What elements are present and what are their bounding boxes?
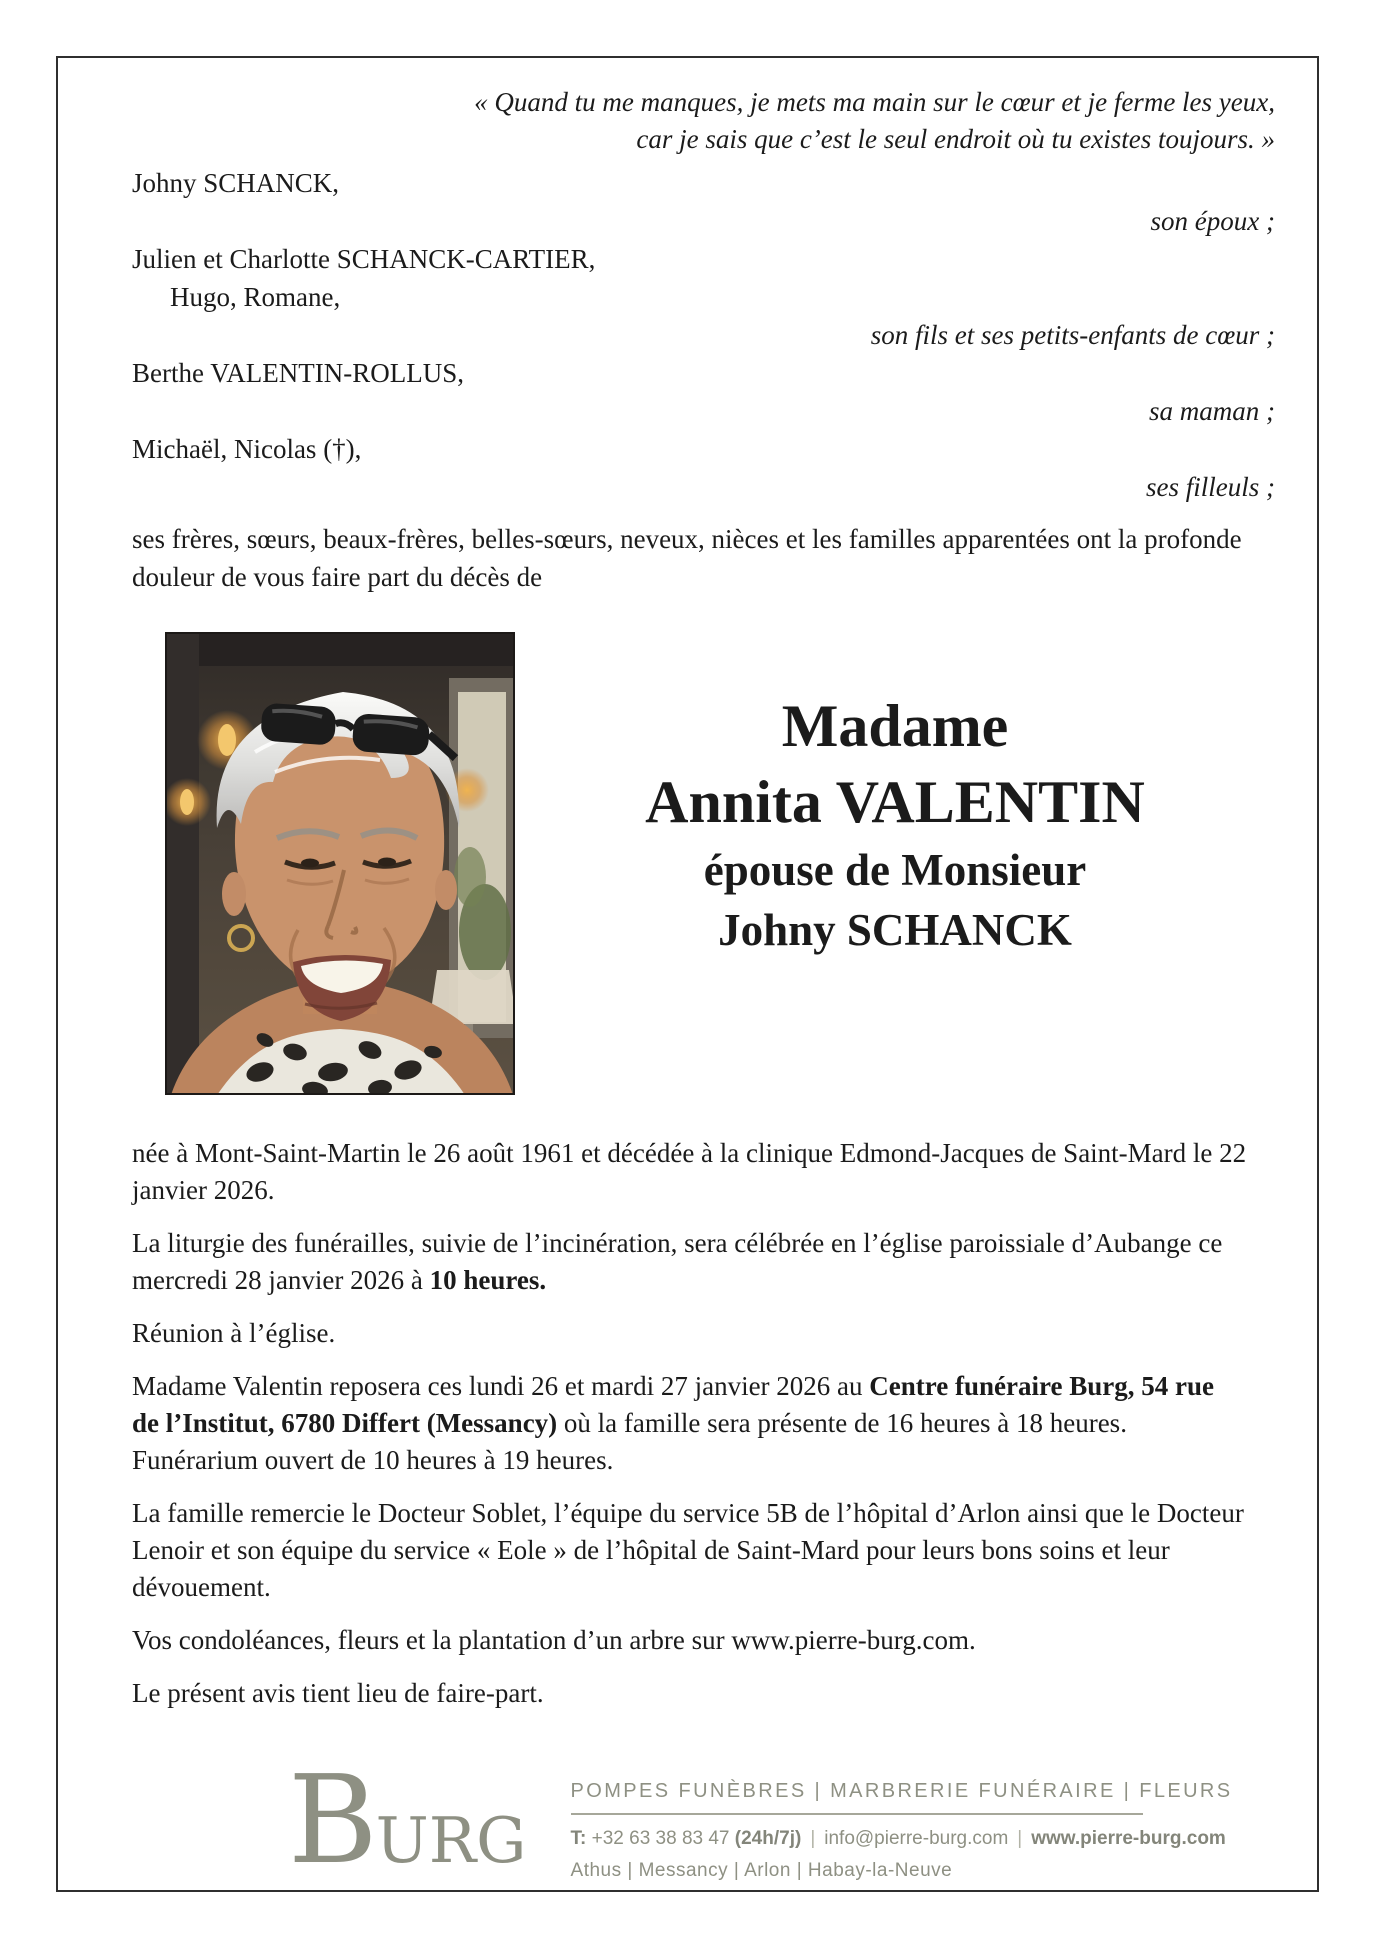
deceased-honorific: Madame [781, 693, 1009, 759]
separator-bar: | [810, 1828, 816, 1849]
email-address: info@pierre-burg.com [824, 1828, 1009, 1849]
phone-label: T: [570, 1828, 587, 1849]
quote-line-1: « Quand tu me manques, je mets ma main sur le cœur et je ferme les yeux, [474, 87, 1275, 117]
liturgy-text: La liturgie des funérailles, suivie de l’incinération, sera célébrée en l’église paroissiale d’Aubange ce mercredi 28 janvier 2026 à [132, 1228, 1223, 1295]
deceased-title-block [515, 632, 1275, 1095]
memorial-quote [132, 84, 1275, 158]
relation-mother: sa maman ; [1149, 396, 1275, 426]
family-member-son: Julien et Charlotte SCHANCK-CARTIER, [132, 244, 596, 274]
family-member-mother: Berthe VALENTIN-ROLLUS, [132, 358, 464, 388]
thanks-paragraph: La famille remercie le Docteur Soblet, l’équipe du service 5B de l’hôpital d’Arlon ainsi que le Docteur Lenoir et son équipe du service « Eole » de l’hôpital de Saint-Mard pour leurs bons soins et leur dévouement. [132, 1498, 1244, 1602]
relation-husband: son époux ; [1150, 206, 1275, 236]
family-list [132, 164, 1275, 506]
family-member-husband: Johny SCHANCK, [132, 168, 340, 198]
birth-death-paragraph: née à Mont-Saint-Martin le 26 août 1961 et décédée à la clinique Edmond-Jacques de Saint-Mard le 22 janvier 2026. [132, 1138, 1247, 1205]
page-border-frame [56, 56, 1319, 1892]
portrait-photo-illustration [165, 632, 515, 1095]
burg-logo-rest: URG [375, 1804, 527, 1877]
portrait-photo [165, 632, 515, 1095]
relation-godsons: ses filleuls ; [1146, 472, 1275, 502]
funeral-home-footer [288, 1749, 1275, 1891]
repose-text-1: Madame Valentin reposera ces lundi 26 et mardi 27 janvier 2026 au [132, 1371, 870, 1401]
announcement-intro: ses frères, sœurs, beaux-frères, belles-sœurs, neveux, nièces et les familles apparentées ont la profonde douleur de vous faire part du décès de [132, 524, 1242, 592]
funeral-home-address: Centre funéraire Burg, 54 rue de l’Institut, 6780 Differt (Messancy) [132, 1371, 1214, 1438]
relation-son-grandchildren: son fils et ses petits-enfants de cœur ; [870, 320, 1275, 350]
footer-contact-block [570, 1772, 1233, 1882]
deceased-name: Annita VALENTIN [645, 769, 1145, 835]
footer-phone-line [570, 1828, 1226, 1850]
separator-bar: | [1017, 1828, 1023, 1849]
phone-number: +32 63 38 83 47 [586, 1828, 735, 1849]
footer-services-line: POMPES FUNÈBRES | MARBRERIE FUNÉRAIRE | FLEURS [570, 1780, 1233, 1802]
meeting-paragraph: Réunion à l’église. [132, 1318, 336, 1348]
repose-paragraph [132, 1368, 1275, 1479]
footer-locations-line: Athus | Messancy | Arlon | Habay-la-Neuve [570, 1860, 953, 1881]
phone-hours: (24h/7j) [734, 1828, 802, 1849]
deceased-relation-line: épouse de Monsieur [703, 845, 1087, 895]
family-member-grandchildren: Hugo, Romane, [170, 282, 341, 312]
family-member-godsons: Michaël, Nicolas (†), [132, 434, 362, 464]
repose-text-2: où la famille sera présente de 16 heures à 18 heures. Funérarium ouvert de 10 heures à 19 heures. [132, 1408, 1127, 1475]
website-url: www.pierre-burg.com [1031, 1828, 1226, 1849]
liturgy-time: 10 heures. [429, 1265, 547, 1295]
quote-line-2: car je sais que c’est le seul endroit où tu existes toujours. » [636, 124, 1275, 154]
liturgy-paragraph [132, 1225, 1275, 1299]
burg-logo-initial: B [288, 1749, 376, 1891]
footer-divider [571, 1813, 1143, 1815]
burg-logo [288, 1749, 527, 1891]
notice-paragraph: Le présent avis tient lieu de faire-part. [132, 1678, 544, 1708]
announcement-block [132, 632, 1275, 1095]
deceased-spouse-name: Johny SCHANCK [718, 905, 1072, 955]
condolences-paragraph: Vos condoléances, fleurs et la plantation d’un arbre sur www.pierre-burg.com. [132, 1625, 976, 1655]
